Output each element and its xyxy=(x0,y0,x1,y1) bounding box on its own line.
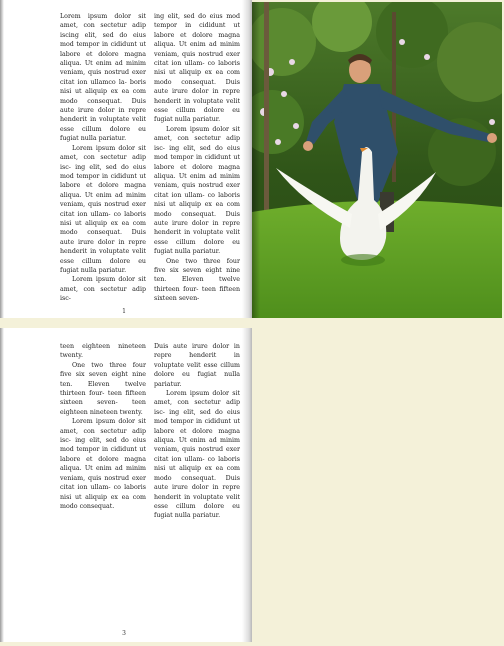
paragraph: Lorem ipsum dolor sit amet, con sectetur adip isc- ing elit, sed do eius mod tempor in cididunt ut labore et dolore magna aliqua. Ut enim ad minim veniam, quis nostrud exer citat ion ullam- co laboris nisi ut aliquip ex ea com modo consequat. Duis aute irure dolor in repre henderit in voluptate velit esse cillum dolore eu fugiat nulla pariatur. xyxy=(154,125,240,256)
page-1 xyxy=(0,0,252,318)
text-column-right xyxy=(154,342,240,521)
paragraph: Lorem ipsum dolor sit amet, con sectetur adip iscing elit, sed do eius mod tempor in cididunt ut labore et dolore magna aliqua. Ut enim ad minim veniam, quis nostrud exer citat ion ullamco la- boris nisi ut aliquip ex ea com modo consequat. Duis aute irure dolor in repre henderit in voluptate velit esse cillum dolore eu fugiat nulla pariatur. xyxy=(60,13,146,143)
goose-photo xyxy=(252,2,502,318)
page-3 xyxy=(0,328,252,642)
paragraph: Lorem ipsum dolor sit amet, con sectetur adip isc- ing elit, sed do eius mod tempor in cididunt ut labore et dolore magna aliqua. Ut enim ad minim veniam, quis nostrud exer citat ion ullam- co laboris nisi ut aliquip ex ea com modo consequat. Duis aute irure dolor in repre henderit in voluptate velit esse cillum dolore eu fugiat nulla pariatur. xyxy=(60,144,146,274)
page-edge-shadow xyxy=(0,328,4,642)
paragraph: teen eighteen nineteen twenty. xyxy=(60,343,146,360)
paragraph: Lorem ipsum dolor sit amet, con sectetur adip isc- xyxy=(60,276,146,303)
page-number: 3 xyxy=(122,630,126,637)
paragraph: ing elit, sed do eius mod tempor in cididunt ut labore et dolore magna aliqua. Ut enim ad minim veniam, quis nostrud exer citat ion ullam- co laboris nisi ut aliquip ex ea com modo consequat. Duis aute irure dolor in repre henderit in voluptate velit esse cillum dolore eu fugiat nulla pariatur. xyxy=(154,13,240,124)
gutter-shadow xyxy=(242,0,252,318)
text-column-right xyxy=(154,12,240,304)
page-number: 1 xyxy=(122,308,126,315)
paragraph: Lorem ipsum dolor sit amet, con sectetur adip isc- ing elit, sed do eius mod tempor in cididunt ut labore et dolore magna aliqua. Ut enim ad minim veniam, quis nostrud exer citat ion ullam- co laboris nisi ut aliquip ex ea com modo consequat. xyxy=(60,418,146,510)
paragraph: One two three four five six seven eight nine ten. Eleven twelve thirteen four- teen fifteen sixteen seven- xyxy=(154,257,240,303)
paragraph: Lorem ipsum dolor sit amet, con sectetur adip isc- ing elit, sed do eius mod tempor in cididunt ut labore et dolore magna aliqua. Ut enim ad minim veniam, quis nostrud exer citat ion ullam- co laboris nisi ut aliquip ex ea com modo consequat. Duis aute irure dolor in repre henderit in voluptate velit esse cillum dolore eu fugiat nulla pariatur. xyxy=(154,390,240,520)
paragraph: Duis aute irure dolor in repre henderit in voluptate velit esse cillum dolore eu fugiat nulla pariatur. xyxy=(154,343,240,388)
text-column-left xyxy=(60,342,146,511)
spine-shadow xyxy=(252,2,260,318)
gutter-shadow xyxy=(242,328,252,642)
text-column-left xyxy=(60,12,146,304)
page-edge-shadow xyxy=(0,0,4,318)
paragraph: One two three four five six seven eight nine ten. Eleven twelve thirteen four- teen fifteen sixteen seven- teen eighteen nineteen twenty. xyxy=(60,361,146,416)
